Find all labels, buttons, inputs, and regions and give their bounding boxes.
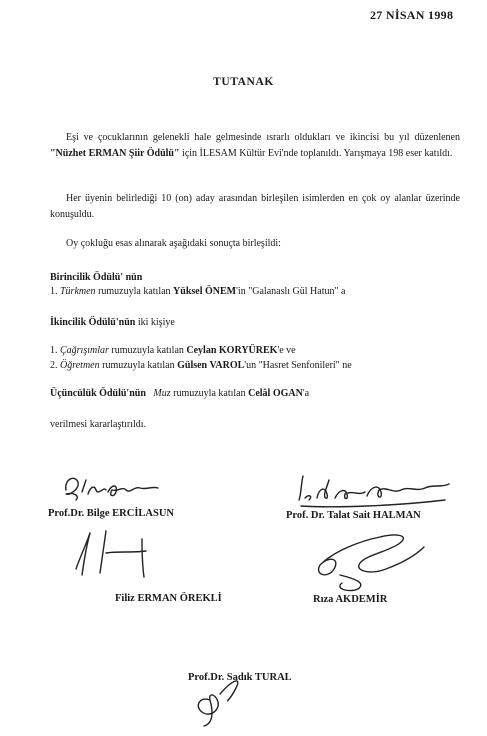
entry-tail: 'e ve bbox=[277, 345, 296, 356]
first-prize-heading bbox=[50, 272, 142, 283]
signature-bilge bbox=[60, 470, 170, 506]
paragraph-intro bbox=[50, 130, 460, 162]
third-prize-heading-text: Üçüncülük Ödülü'nün bbox=[50, 388, 146, 399]
signatory-2: Prof. Dr. Talat Sait HALMAN bbox=[286, 510, 421, 521]
entry-tail: 'in "Galanaslı Gül Hatun" a bbox=[236, 286, 346, 297]
entry-mid: rumuzuyla katılan bbox=[95, 286, 174, 297]
signature-orekli bbox=[72, 525, 162, 585]
paragraph-discussion: Her üyenin belirlediği 10 (on) aday arasından birleşilen isimlerden en çok oy alanlar üzerinde konuşuldu. bbox=[50, 193, 460, 220]
document-date: 27 NİSAN 1998 bbox=[370, 8, 454, 22]
entry-mid: rumuzuyla katılan bbox=[99, 360, 178, 371]
entry-winner: Celâl OGAN bbox=[248, 388, 303, 399]
entry-winner: Gülsen VAROL bbox=[177, 360, 245, 371]
signatory-5: Prof.Dr. Sadık TURAL bbox=[188, 672, 292, 683]
entry-mid: rumuzuyla katılan bbox=[108, 345, 187, 356]
signatory-1: Prof.Dr. Bilge ERCİLASUN bbox=[48, 508, 175, 519]
entry-alias: Muz bbox=[153, 388, 171, 399]
first-prize-heading-text: Birincilik Ödülü' nün bbox=[50, 272, 143, 283]
second-prize-heading bbox=[50, 317, 175, 328]
entry-mid: rumuzuyla katılan bbox=[170, 388, 249, 399]
third-prize-entry bbox=[50, 388, 309, 399]
entry-number: 2. bbox=[50, 360, 58, 371]
entry-winner: Ceylan KORYÜREK bbox=[186, 345, 278, 356]
entry-winner: Yüksel ÖNEM bbox=[173, 286, 237, 297]
entry-number: 1. bbox=[50, 286, 58, 297]
closing-line: verilmesi kararlaştırıldı. bbox=[50, 419, 147, 430]
signatory-3: Filiz ERMAN ÖREKLİ bbox=[115, 593, 222, 604]
second-prize-heading-text: İkincilik Ödülü'nün bbox=[50, 317, 136, 328]
award-name: "Nüzhet ERMAN Şiir Ödülü" bbox=[50, 148, 180, 159]
signatory-4: Rıza AKDEMİR bbox=[313, 594, 388, 605]
entry-alias: Türkmen bbox=[60, 286, 96, 297]
entry-alias: Öğretmen bbox=[60, 360, 100, 371]
second-prize-heading-tail: iki kişiye bbox=[135, 317, 175, 328]
paragraph-decision: Oy çokluğu esas alınarak aşağıdaki sonuçta birleşildi: bbox=[66, 238, 281, 249]
entry-tail: 'a bbox=[302, 388, 310, 399]
first-prize-entry bbox=[50, 286, 346, 297]
entry-tail: 'un "Hasret Senfonileri" ne bbox=[244, 360, 352, 371]
intro-text: Eşi ve çocuklarının gelenekli hale gelmesinde ısrarlı oldukları ve ikincisi bu yıl düzenlenen bbox=[66, 132, 460, 143]
intro-text-end: için İLESAM Kültür Evi'nde toplanıldı. Yarışmaya 198 eser katıldı. bbox=[179, 148, 453, 159]
second-prize-entry-2 bbox=[50, 360, 352, 371]
second-prize-entry-1 bbox=[50, 345, 296, 356]
entry-alias: Çağrışımlar bbox=[60, 345, 109, 356]
document-title: TUTANAK bbox=[213, 76, 274, 88]
signature-halman bbox=[295, 470, 455, 510]
entry-number: 1. bbox=[50, 345, 58, 356]
signature-akdemir bbox=[300, 525, 430, 595]
